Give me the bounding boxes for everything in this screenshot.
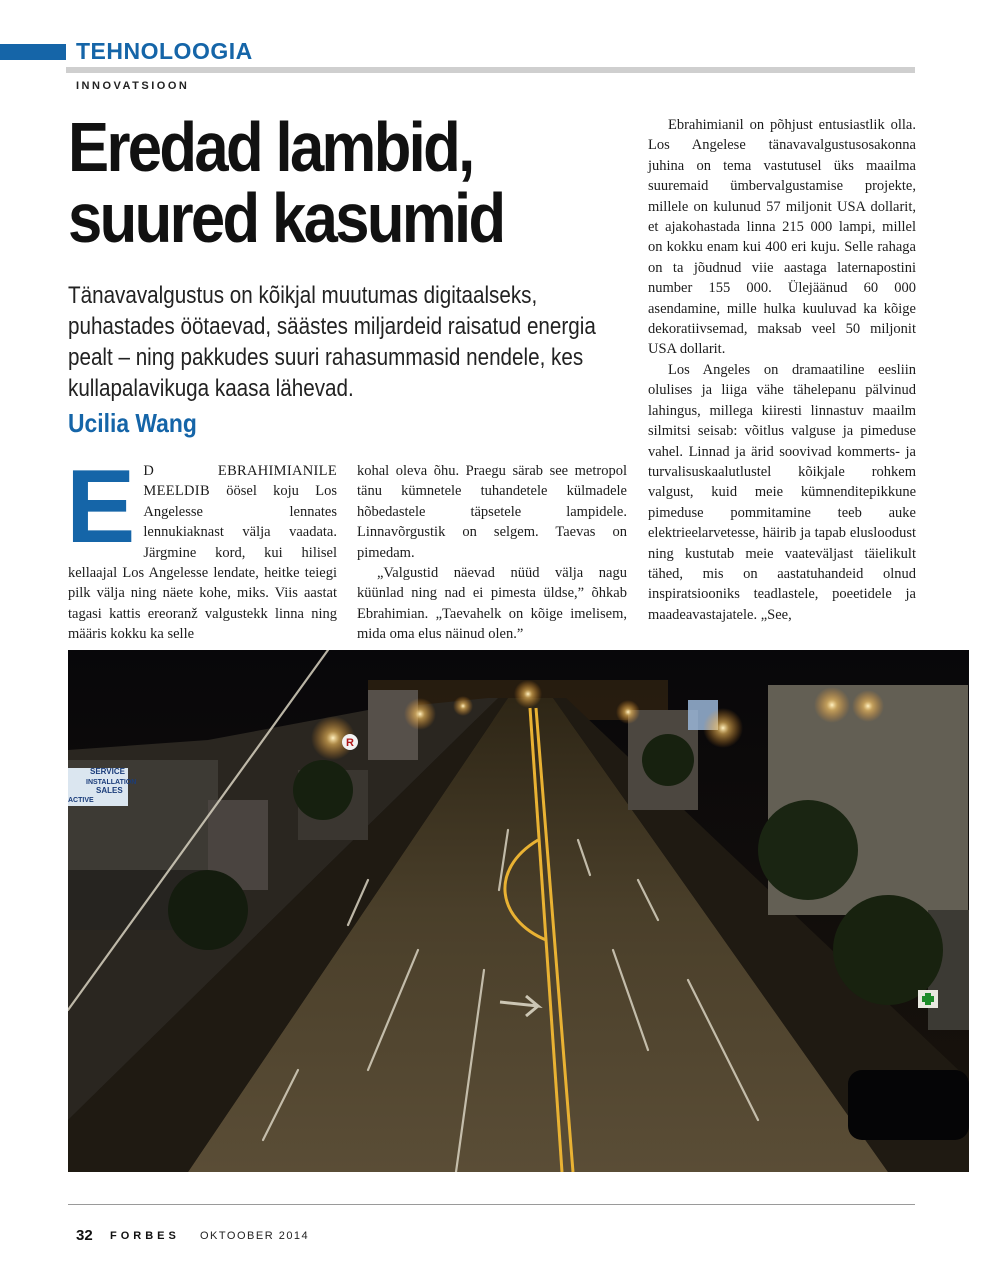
headline-line-1: Eredad lambid, — [68, 108, 473, 186]
dek: Tänavavalgustus on kõikjal muutumas digitaalseks, puhastades öötaevad, säästes miljardeid raisatud energia pealt – ning pakkudes suuri rahasummasid nendele, kes kullapalavikuga kaasa lähevad. — [68, 282, 596, 402]
page-number: 32 — [76, 1227, 93, 1244]
paragraph: kohal oleva õhu. Praegu särab see metropol tänu kümnetele tuhandetele külmadele hõbedastele täpsetele lampidele. Linnavõrgustik on selgem. Taevas on pimedam. — [357, 463, 627, 561]
lead-in: D EBRAHIMIANILE MEELDIB — [143, 463, 337, 500]
section-color-bar — [0, 44, 66, 60]
sign-sales: SALES — [96, 786, 123, 795]
headline-line-2: suured kasumid — [68, 179, 504, 257]
kicker: INNOVATSIOON — [76, 80, 190, 92]
sign-service: SERVICE — [90, 767, 125, 776]
section-title: TEHNOLOOGIA — [76, 38, 253, 64]
paragraph: Ebrahimianil on põhjust entusiastlik olla. Los Angelese tänavavalgustusosakonna juhina on tema vastutusel üks maailma suuremaid ümbervalgustamise projekte, millele on kulunud 57 miljonit USA dollarit, et ajakohastada linna 215 000 lampi, millel on kokku enam kui 400 eri kuju. Selle rahaga on ta jõudnud viie aastaga laternapostini number 155 000. Ülejäänud 60 000 asendamine, mille hulka kuuluvad ka kõige dekoratiivsemad, maksab veel 50 miljonit USA dollarit. — [648, 117, 916, 358]
footer-publication: FORBES — [110, 1230, 180, 1242]
sign-active: ACTIVE — [68, 797, 94, 804]
footer-date: OKTOOBER 2014 — [200, 1230, 310, 1242]
paragraph: Los Angeles on dramaatiline eesliin olulises ja liiga vähe tähelepanu pälvinud lahingus, millega kiiresti linnastuv maailm silmitsi seisab: võitlus valguse ja pimeduse vahel. Linnad ja ärid soovivad kommerts- ja turvalisuskaalutlustel kõikjale rohkem valgust, kuid meie kümnenditepikkune pimeduse pommitamine teeb auke elektrieelarvetesse, häirib ja tapab elusloodust ning kustutab meie vaateväljast täielikult tähed, mis on aastatuhandeid olnud inspiratsiooniks teadlastele, poeetidele ja maadeavastajatele. „See, — [648, 361, 916, 623]
body-column-1 — [66, 449, 337, 645]
paragraph-text: öösel koju Los Angelesse lennates lennukiaknast välja vaadata. Järgmine kord, kui hilisel kellaajal Los Angelesse lendate, heitke teiegi pilk välja ning näete kohe, miks. Viis aastat tagasi kattis ereoranž valgustekk linna ning määris kokku ka selle — [68, 483, 337, 643]
headline — [68, 108, 561, 257]
paragraph: „Valgustid näevad nüüd välja nagu küünlad ning nad ei pimesta üldse,” õhkab Ebrahimian. „Taevahelk on kõige imelisem, mida oma elus näinud olen.” — [357, 565, 627, 643]
sign-r: R — [346, 737, 354, 749]
drop-cap: E — [66, 449, 136, 565]
byline: Ucilia Wang — [68, 408, 197, 438]
street-photo — [68, 650, 969, 1172]
footer-rule — [68, 1204, 915, 1205]
street-photo-illustration — [68, 650, 969, 1172]
paragraph — [66, 449, 337, 645]
sign-installation: INSTALLATION — [86, 779, 137, 786]
header-rule — [66, 67, 915, 73]
body-column-3 — [648, 115, 916, 625]
body-column-2 — [357, 461, 627, 645]
